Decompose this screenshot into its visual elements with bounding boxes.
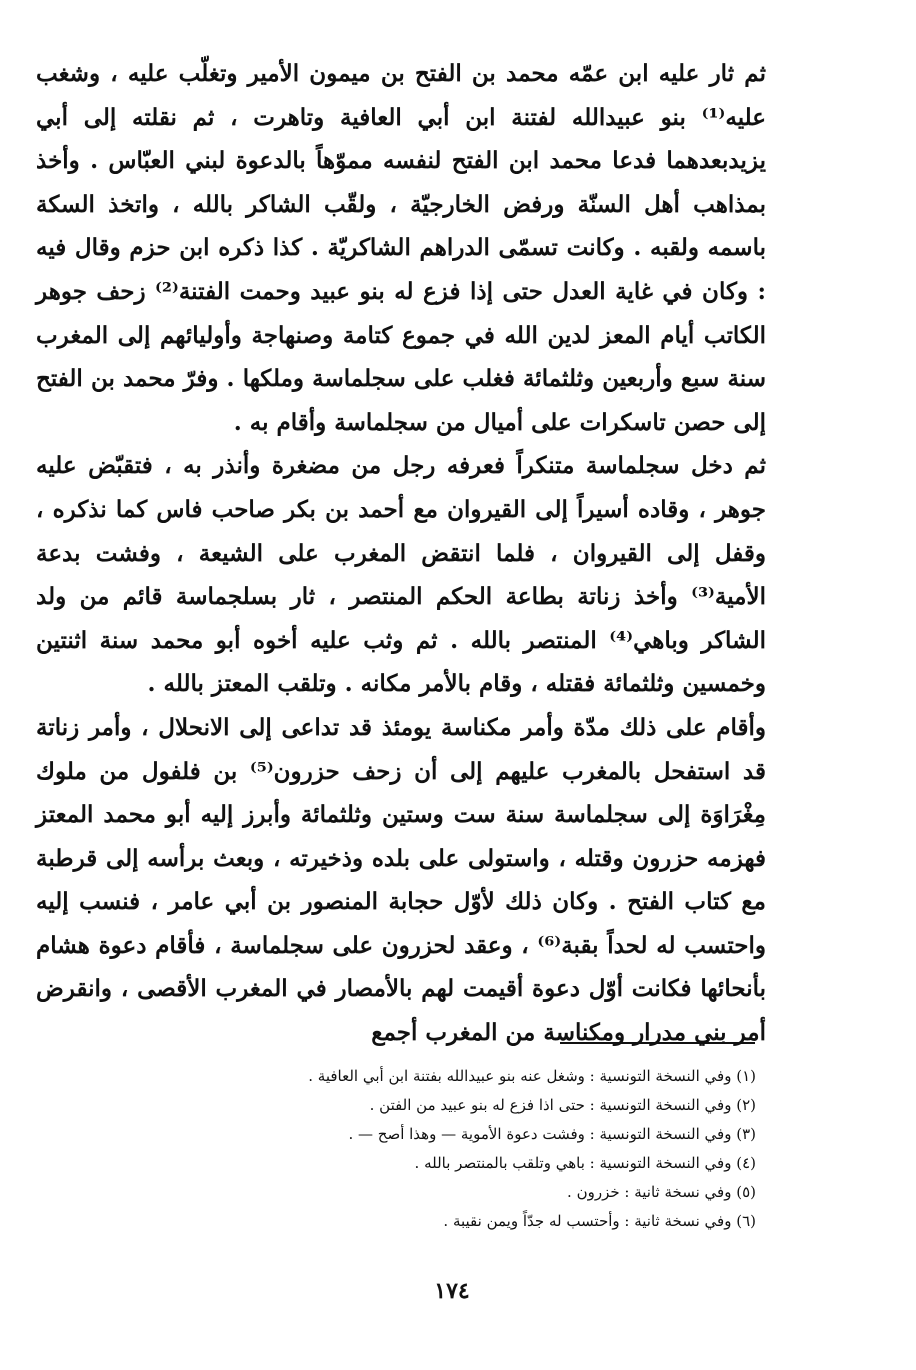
- footnote-2: (٢) وفي النسخة التونسية : حتى اذا فزع له بنو عبيد من الفتن .: [369, 1096, 756, 1114]
- paragraph-3: وأقام على ذلك مدّة وأمر مكناسة يومئذ قد تداعى إلى الانحلال ، وأمر زناتة قد استفحل بالمغرب عليهم إلى أن زحف حزرون⁽⁵⁾ بن فلفول من ملوك مِغْرَاوَة إلى سجلماسة سنة ست وستين وثلثمائة وأبرز إليه أبو محمد المعتز فهزمه حزرون وقتله ، واستولى على بلده وذخيرته ، وبعث برأسه إلى قرطبة مع كتاب الفتح . وكان ذلك لأوّل حجابة المنصور بن أبي عامر ، فنسب إليه واحتسب له لحداً بقبة⁽⁶⁾ ، وعقد لحزرون على سجلماسة ، فأقام دعوة هشام بأنحائها فكانت أوّل دعوة أقيمت لهم بالأمصار في المغرب الأقصى ، وانقرض أمر بني مدرار ومكناسة من المغرب أجمع: [36, 713, 766, 1047]
- footnotes: [136, 1062, 756, 1236]
- footnote-5: (٥) وفي نسخة ثانية : خزرون .: [567, 1183, 756, 1201]
- page-number: ١٧٤: [434, 1278, 470, 1304]
- footnote-4: (٤) وفي النسخة التونسية : باهي وتلقب بالمنتصر بالله .: [414, 1154, 756, 1172]
- main-text: [36, 52, 766, 1055]
- footnote-separator: [560, 1042, 755, 1044]
- paragraph-1: ثم ثار عليه ابن عمّه محمد بن الفتح بن ميمون الأمير وتغلّب عليه ، وشغب عليه⁽¹⁾ بنو عبيدالله لفتنة ابن أبي العافية وتاهرت ، ثم نقلته إلى أبي يزيدبعدهما فدعا محمد ابن الفتح لنفسه مموّهاً بالدعوة لبني العبّاس . وأخذ بمذاهب أهل السنّة ورفض الخارجيّة ، ولقّب الشاكر بالله ، واتخذ السكة باسمه ولقبه . وكانت تسمّى الدراهم الشاكريّة . كذا ذكره ابن حزم وقال فيه : وكان في غاية العدل حتى إذا فزع له بنو عبيد وحمت الفتنة⁽²⁾ زحف جوهر الكاتب أيام المعز لدين الله في جموع كتامة وصنهاجة وأوليائهم إلى المغرب سنة سبع وأربعين وثلثمائة فغلب على سجلماسة وملكها . وفرّ محمد بن الفتح إلى حصن تاسكرات على أميال من سجلماسة وأقام به .: [36, 60, 767, 436]
- footnote-1: (١) وفي النسخة التونسية : وشغل عنه بنو عبيدالله بفتنة ابن أبي العافية .: [308, 1067, 756, 1085]
- footnote-6: (٦) وفي نسخة ثانية : وأحتسب له جدّاً ويمن نقيبة .: [443, 1212, 756, 1230]
- footnote-3: (٣) وفي النسخة التونسية : وفشت دعوة الأموية — وهذا أصح — .: [348, 1125, 756, 1143]
- paragraph-2: ثم دخل سجلماسة متنكراً فعرفه رجل من مضغرة وأنذر به ، فتقبّض عليه جوهر ، وقاده أسيراً إلى القيروان مع أحمد بن بكر صاحب فاس كما نذكره ، وقفل إلى القيروان ، فلما انتقض المغرب على الشيعة ، وفشت بدعة الأمية⁽³⁾ وأخذ زناتة بطاعة الحكم المنتصر ، ثار بسلجماسة قائم من ولد الشاكر وباهي⁽⁴⁾ المنتصر بالله . ثم وثب عليه أخوه أبو محمد سنة اثنتين وخمسين وثلثمائة فقتله ، وقام بالأمر مكانه . وتلقب المعتز بالله .: [36, 452, 766, 698]
